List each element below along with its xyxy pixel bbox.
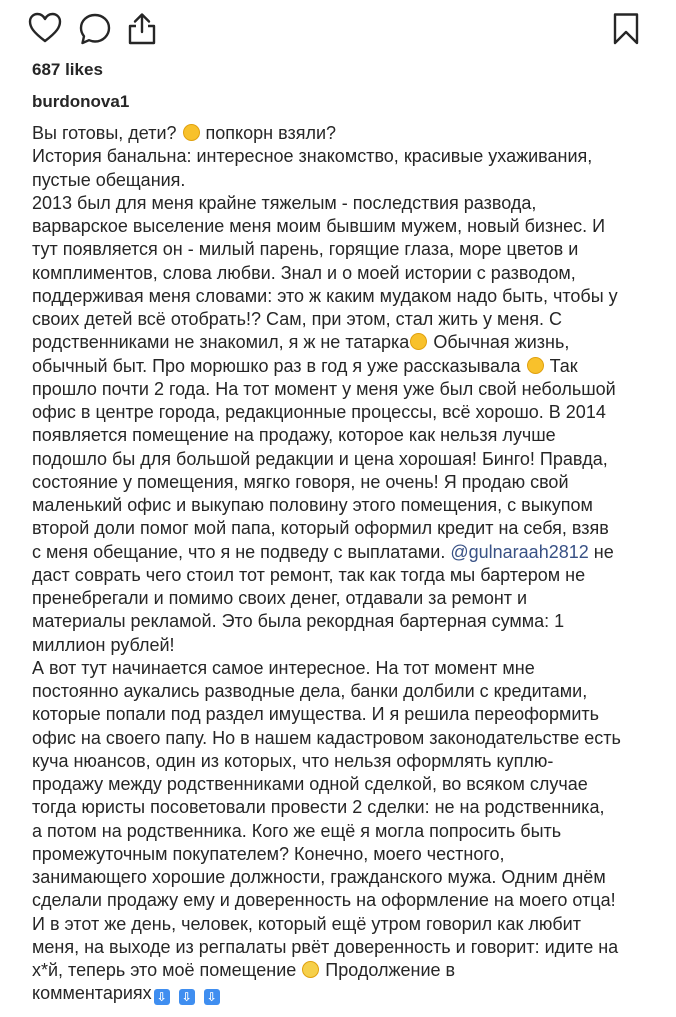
caption-line: куча нюансов, один из которых, что нельзя оформлять куплю-: [32, 750, 554, 771]
caption-line: офис в центре города, редакционные процессы, всё хорошо. В 2014: [32, 402, 606, 422]
caption-line: пустые обещания.: [32, 169, 186, 190]
caption-line: А вот тут начинается самое интересное. На тот момент мне: [32, 657, 535, 678]
caption-line: постоянно аукались разводные дела, банки долбили с кредитами,: [32, 681, 588, 701]
sweat-smile-emoji-icon: [410, 333, 427, 350]
screaming-face-emoji-icon: [302, 961, 319, 978]
caption-line: меня, на выходе из регпалаты рвёт доверенность и говорит: идите на: [32, 936, 619, 957]
laughing-emoji-icon: [183, 124, 200, 141]
caption-line: родственниками не знакомил, я ж не татарка Обычная жизнь,: [32, 332, 570, 353]
bookmark-icon[interactable]: [612, 12, 640, 46]
action-bar: [0, 0, 676, 62]
caption-line: второй доли помог мой папа, который оформил кредит на себя, взяв: [32, 518, 609, 539]
caption-line: х*й, теперь это моё помещение Продолжение в: [32, 960, 456, 980]
down-arrow-emoji-icon: ⇩: [179, 989, 195, 1005]
caption-line: появляется помещение на продажу, которое как нельзя лучше: [32, 425, 556, 446]
caption-line: промежуточным покупателем? Конечно, моего честного,: [32, 843, 505, 864]
caption-line: подошло бы для большой редакции и цена хорошая! Бинго! Правда,: [32, 448, 608, 469]
caption-line: Вы готовы, дети? попкорн взяли?: [32, 123, 337, 143]
caption-line: которые попали под раздел имущества. И я решила переоформить: [32, 704, 599, 725]
comment-icon[interactable]: [78, 12, 112, 46]
caption-line: 2013 был для меня крайне тяжелым - последствия развода,: [32, 192, 537, 213]
caption-line: состояние у помещения, мягко говоря, не очень! Я продаю свой: [32, 471, 569, 492]
caption-line: продажу между родственниками одной сделкой, во всяком случае: [32, 774, 588, 794]
caption-line: с меня обещание, что я не подведу с выплатами. @gulnaraah2812 не: [32, 541, 614, 562]
down-arrow-emoji-icon: ⇩: [204, 989, 220, 1005]
caption-line: комментариях ⇩ ⇩ ⇩: [32, 982, 652, 1005]
caption-line: материалы рекламой. Это была рекордная бартерная сумма: 1: [32, 611, 565, 632]
caption-line: сделали продажу ему и доверенность на оформление на моего отца!: [32, 890, 616, 911]
caption-line: офис на своего папу. Но в нашем кадастровом законодательстве есть: [32, 727, 621, 748]
down-arrow-emoji-icon: ⇩: [154, 989, 170, 1005]
caption-line: тогда юристы посоветовали провести 2 сделки: не на родственника,: [32, 797, 605, 818]
caption-line: миллион рублей!: [32, 634, 175, 655]
caption-line: прошло почти 2 года. На тот момент у меня уже был свой небольшой: [32, 378, 616, 399]
caption-line: пренебрегали и помимо своих денег, отдавали за ремонт и: [32, 588, 528, 608]
caption-line: варварское выселение меня моим бывшим мужем, новый бизнес. И: [32, 216, 606, 236]
caption-line: даст соврать чего стоил тот ремонт, так как тогда мы бартером не: [32, 564, 586, 585]
post-caption: [32, 122, 652, 1006]
caption-line: своих детей всё отобрать!? Сам, при этом, стал жить у меня. С: [32, 309, 563, 329]
caption-line: обычный быт. Про морюшко раз в год я уже рассказывала Так: [32, 355, 578, 376]
post-author-username[interactable]: burdonova1: [32, 92, 130, 111]
caption-line: поддерживая меня словами: это ж каким мудаком надо быть, чтобы у: [32, 285, 618, 306]
likes-count[interactable]: 687 likes: [32, 60, 103, 79]
share-icon[interactable]: [126, 12, 158, 46]
user-mention-link[interactable]: @gulnaraah2812: [450, 541, 589, 562]
caption-line: комплиментов, слова любви. Знал и о моей истории с разводом,: [32, 262, 576, 283]
caption-line: занимающего хорошие должности, гражданского мужа. Одним днём: [32, 867, 606, 887]
caption-line: а потом на родственника. Кого же ещё я могла попросить быть: [32, 820, 562, 841]
caption-line: маленький офис и выкупаю половину этого помещения, с выкупом: [32, 495, 593, 515]
caption-line: тут появляется он - милый парень, горящие глаза, море цветов и: [32, 239, 579, 260]
caption-line: И в этот же день, человек, который ещё утром говорил как любит: [32, 913, 581, 934]
laughing-emoji-icon: [527, 357, 544, 374]
heart-icon[interactable]: [28, 12, 62, 44]
caption-line: История банальна: интересное знакомство, красивые ухаживания,: [32, 146, 593, 167]
